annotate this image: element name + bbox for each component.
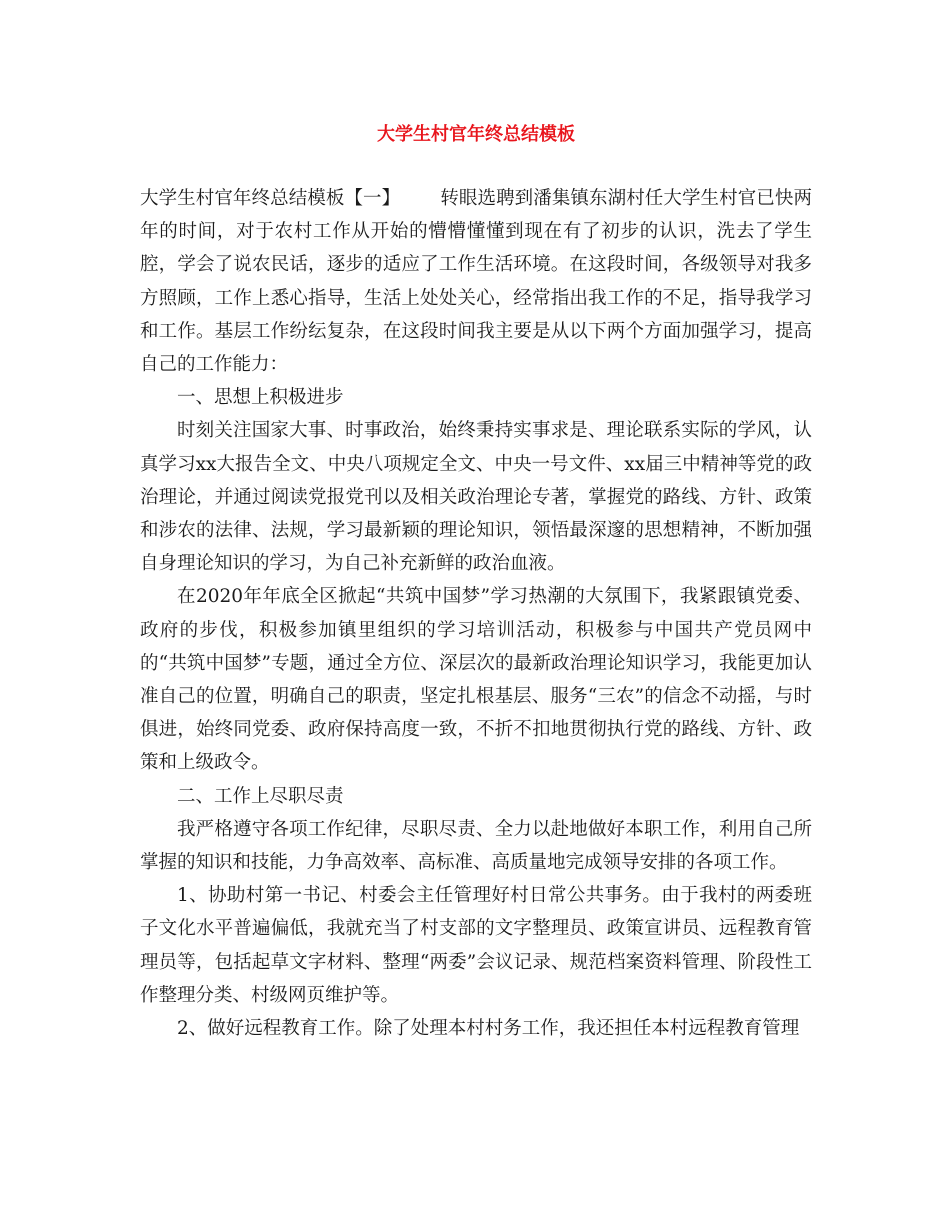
body-paragraph-5: 2、做好远程教育工作。除了处理本村村务工作，我还担任本村远程教育管理	[177, 1018, 800, 1040]
document-page	[140, 118, 812, 1045]
section-label: 大学生村官年终总结模板【一】	[140, 188, 401, 209]
body-paragraph-4: 1、协助村第一书记、村委会主任管理好村日常公共事务。由于我村的两委班子文化水平普遍偏低，我就充当了村支部的文字整理员、政策宣讲员、远程教育管理员等，包括起草文字材料、整理“两委”会议记录、规范档案资料管理、阶段性工作整理分类、村级网页维护等。	[140, 885, 812, 1006]
document-title: 大学生村官年终总结模板	[377, 124, 575, 145]
body-paragraph-2: 在2020年年底全区掀起“共筑中国梦”学习热潮的大氛围下，我紧跟镇党委、政府的步伐，积极参加镇里组织的学习培训活动，积极参与中国共产党员网中的“共筑中国梦”专题，通过全方位、深层次的最新政治理论知识学习，我能更加认准自己的位置，明确自己的职责，坚定扎根基层、服务“三农”的信念不动摇，与时俱进，始终同党委、政府保持高度一致，不折不扣地贯彻执行党的路线、方针、政策和上级政令。	[140, 586, 812, 774]
section-heading-2: 二、工作上尽职尽责	[177, 785, 344, 807]
section-heading-1: 一、思想上积极进步	[177, 387, 344, 409]
body-paragraph-3: 我严格遵守各项工作纪律，尽职尽责、全力以赴地做好本职工作，利用自己所掌握的知识和技能，力争高效率、高标准、高质量地完成领导安排的各项工作。	[140, 818, 812, 874]
intro-paragraph	[140, 182, 812, 381]
intro-text: 转眼选聘到潘集镇东湖村任大学生村官已快两年的时间，对于农村工作从开始的懵懵懂懂到现在有了初步的认识，洗去了学生腔，学会了说农民话，逐步的适应了工作生活环境。在这段时间，各级领导对我多方照顾，工作上悉心指导，生活上处处关心，经常指出我工作的不足，指导我学习和工作。基层工作纷纭复杂，在这段时间我主要是从以下两个方面加强学习，提高自己的工作能力：	[140, 188, 812, 376]
body-paragraph-1: 时刻关注国家大事、时事政治，始终秉持实事求是、理论联系实际的学风，认真学习xx大报告全文、中央八项规定全文、中央一号文件、xx届三中精神等党的政治理论，并通过阅读党报党刊以及相关政治理论专著，掌握党的路线、方针、政策和涉农的法律、法规，学习最新颖的理论知识，领悟最深邃的思想精神，不断加强自身理论知识的学习，为自己补充新鲜的政治血液。	[140, 420, 812, 575]
